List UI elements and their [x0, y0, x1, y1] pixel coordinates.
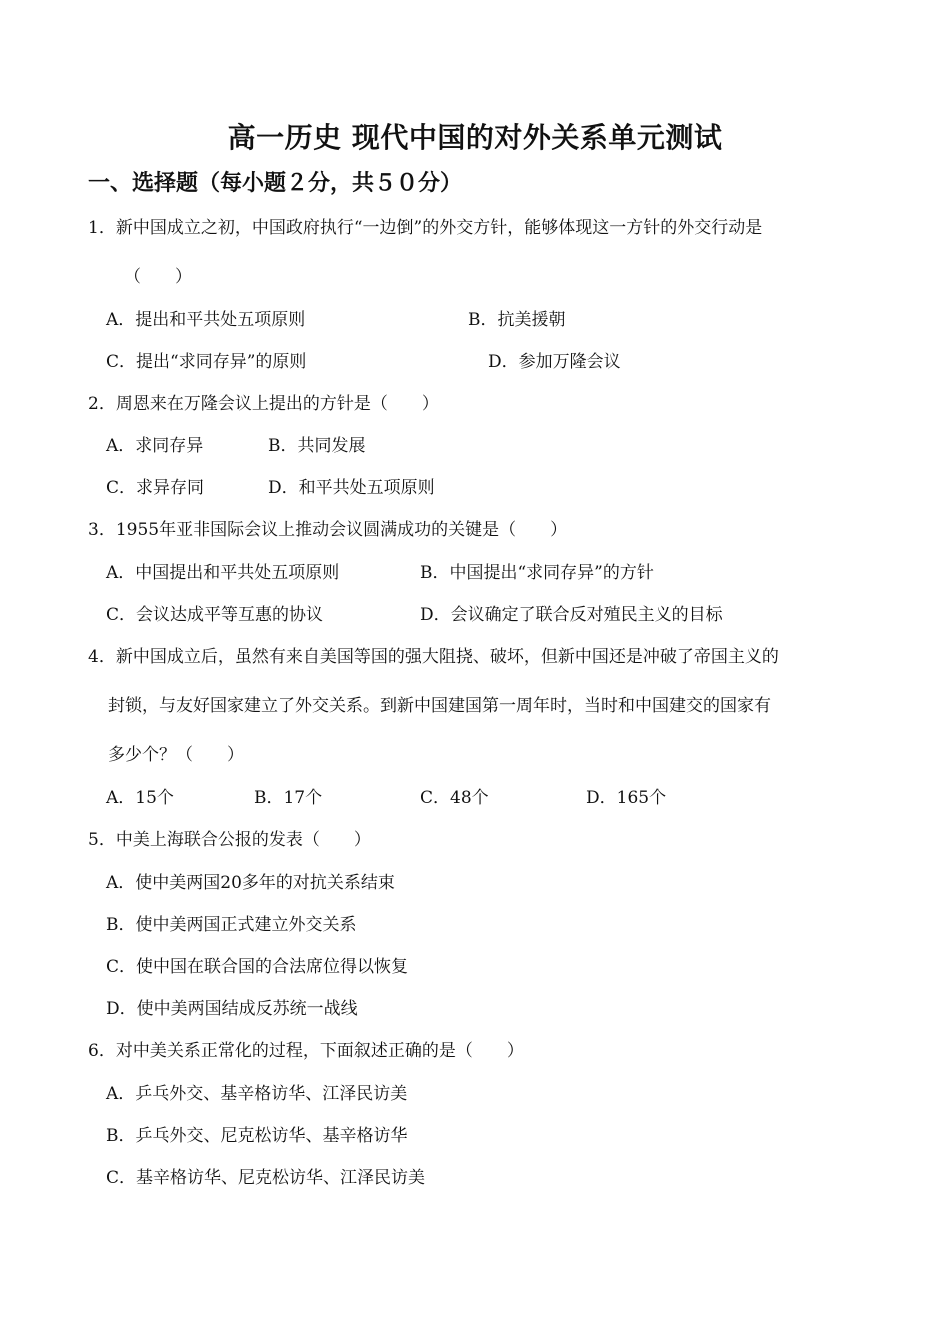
question-4-stem-line-1: 4．新中国成立后，虽然有来自美国等国的强大阻挠、破坏，但新中国还是冲破了帝国主义的: [88, 647, 779, 667]
question-3-stem: 3．1955年亚非国际会议上推动会议圆满成功的关键是（ ）: [88, 520, 568, 540]
question-2-option-c: C．求异存同: [106, 478, 205, 498]
question-2-option-b: B．共同发展: [268, 436, 366, 456]
question-5-option-a: A．使中美两国20多年的对抗关系结束: [106, 873, 395, 893]
question-1-stem: 1．新中国成立之初，中国政府执行“一边倒”的外交方针，能够体现这一方针的外交行动是: [88, 218, 763, 238]
question-4-stem-line-3: 多少个？（ ）: [108, 745, 244, 765]
page-title: 高一历史 现代中国的对外关系单元测试: [227, 121, 723, 154]
question-4-option-d: D．165个: [586, 788, 667, 808]
question-3-option-d: D．会议确定了联合反对殖民主义的目标: [420, 605, 723, 625]
question-6-option-c: C．基辛格访华、尼克松访华、江泽民访美: [106, 1168, 426, 1188]
question-1-option-c: C．提出“求同存异”的原则: [106, 352, 307, 372]
question-4-option-b: B．17个: [254, 788, 323, 808]
question-6-option-b: B．乒乓外交、尼克松访华、基辛格访华: [106, 1126, 408, 1146]
question-5-option-d: D．使中美两国结成反苏统一战线: [106, 999, 358, 1019]
question-3-option-a: A．中国提出和平共处五项原则: [106, 563, 340, 583]
question-4-option-c: C．48个: [420, 788, 489, 808]
question-4-option-a: A．15个: [106, 788, 174, 808]
question-6-stem: 6．对中美关系正常化的过程，下面叙述正确的是（ ）: [88, 1041, 524, 1061]
section-heading: 一、选择题（每小题２分，共５０分）: [88, 171, 463, 196]
question-2-option-a: A．求同存异: [106, 436, 204, 456]
question-2-option-d: D．和平共处五项原则: [268, 478, 435, 498]
question-6-option-a: A．乒乓外交、基辛格访华、江泽民访美: [106, 1084, 408, 1104]
question-5-option-b: B．使中美两国正式建立外交关系: [106, 915, 357, 935]
question-1-option-d: D．参加万隆会议: [488, 352, 621, 372]
question-1-answer-blank: （ ）: [124, 267, 192, 287]
question-3-option-c: C．会议达成平等互惠的协议: [106, 605, 324, 625]
question-1-option-b: B．抗美援朝: [468, 310, 566, 330]
question-3-option-b: B．中国提出“求同存异”的方针: [420, 563, 654, 583]
question-5-stem: 5．中美上海联合公报的发表（ ）: [88, 830, 371, 850]
question-1-option-a: A．提出和平共处五项原则: [106, 310, 306, 330]
question-4-stem-line-2: 封锁，与友好国家建立了外交关系。到新中国建国第一周年时，当时和中国建交的国家有: [108, 696, 771, 716]
question-5-option-c: C．使中国在联合国的合法席位得以恢复: [106, 957, 409, 977]
question-2-stem: 2．周恩来在万隆会议上提出的方针是（ ）: [88, 394, 439, 414]
